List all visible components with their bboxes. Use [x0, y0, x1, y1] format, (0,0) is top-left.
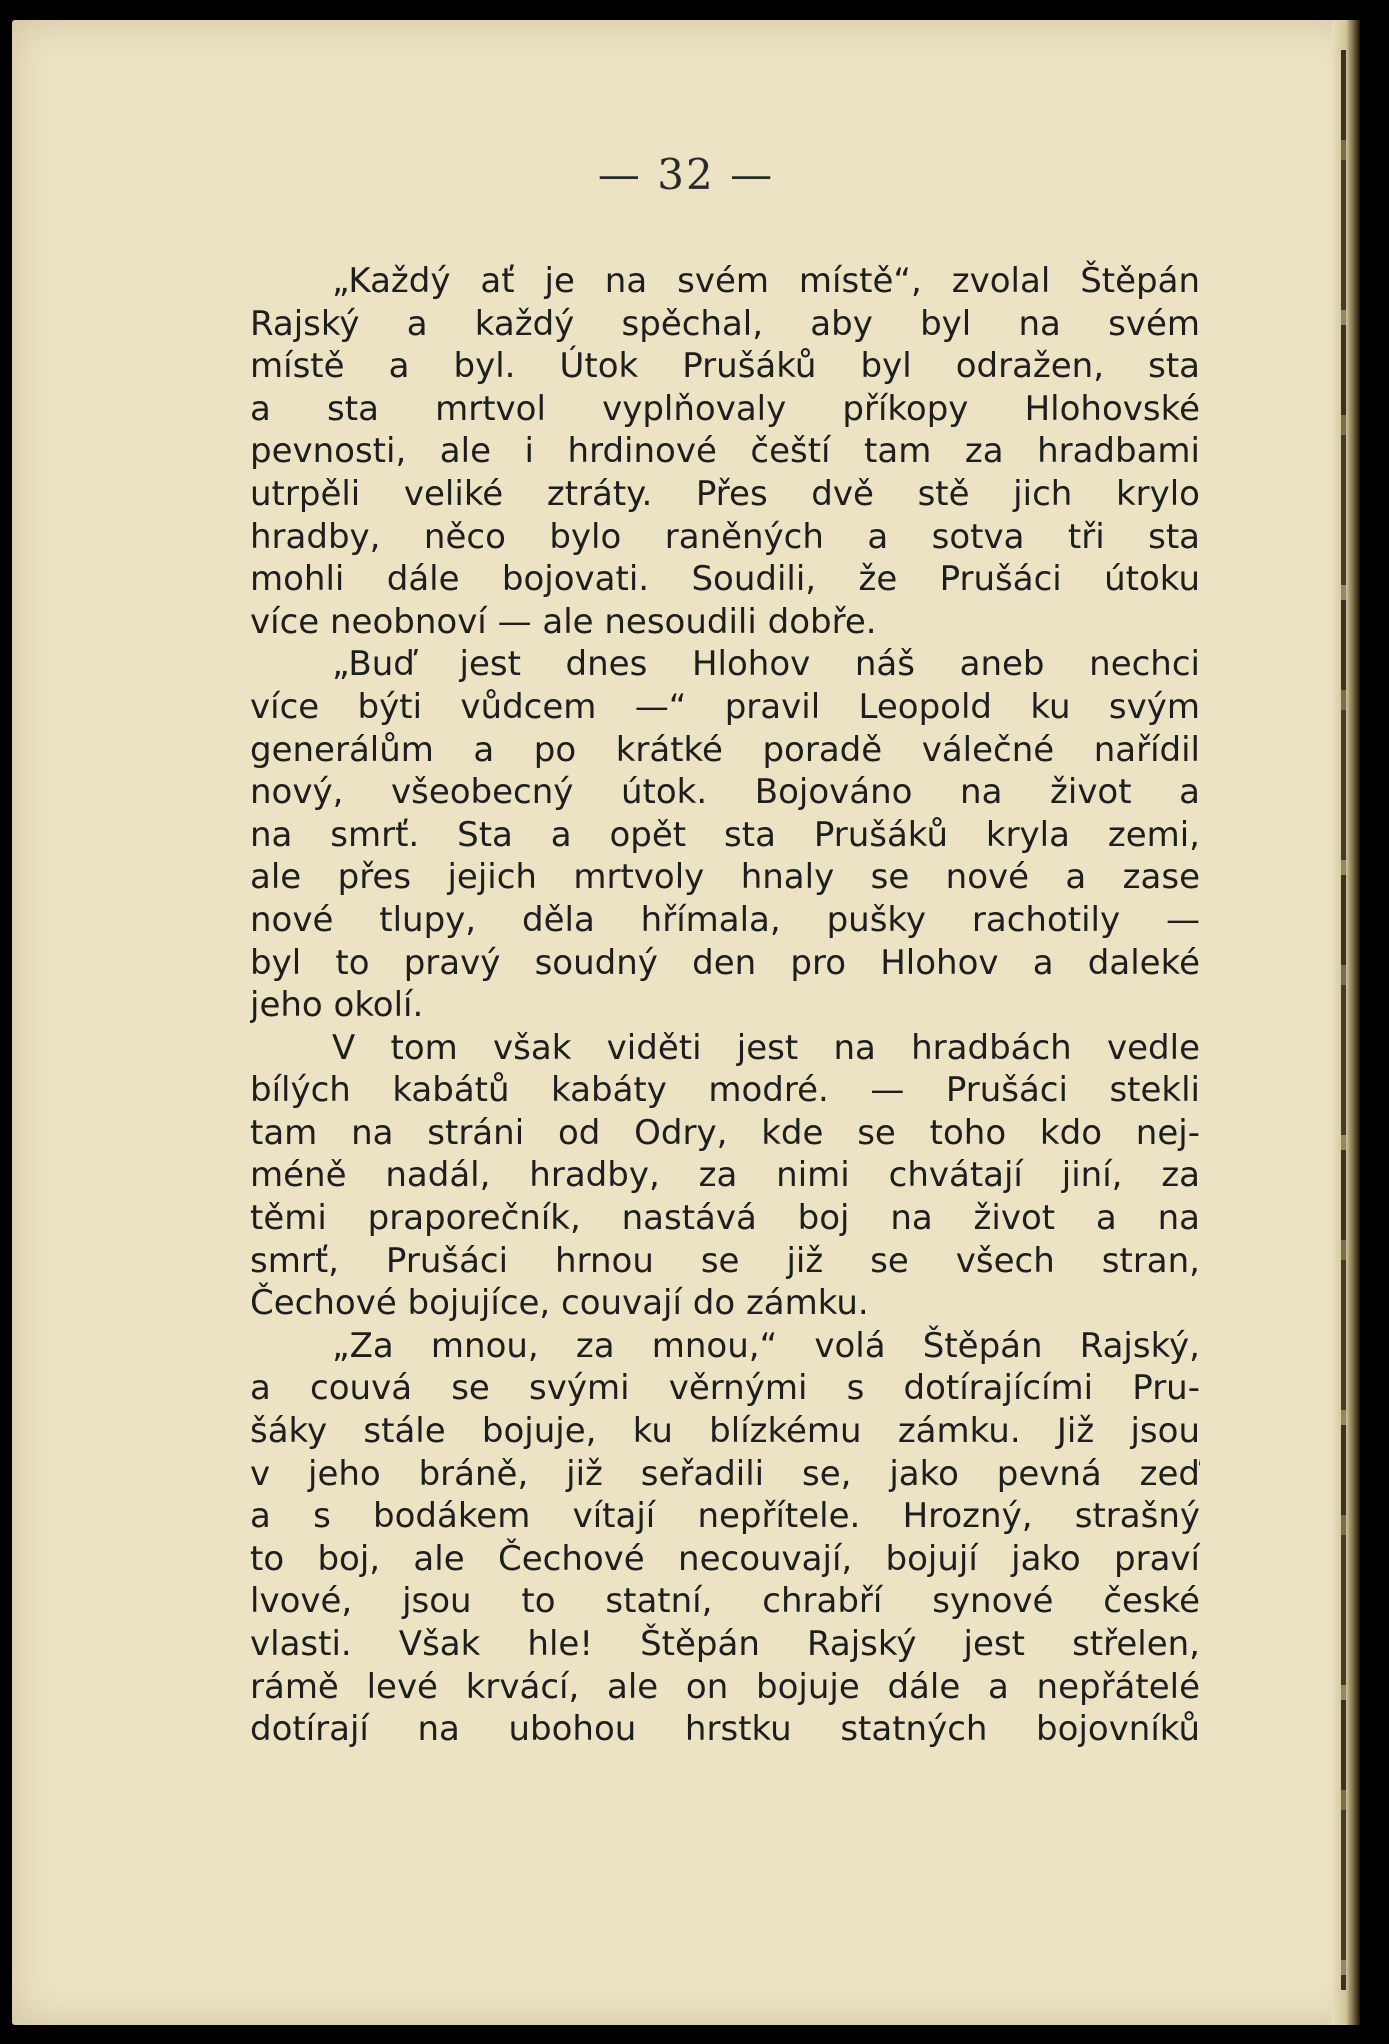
- text-line: místě a byl. Útok Prušáků byl odražen, sta: [250, 346, 1200, 387]
- text-line: utrpěli veliké ztráty. Přes dvě stě jich krylo: [250, 473, 1200, 514]
- text-line: dotírají na ubohou hrstku statných bojovníků: [250, 1709, 1200, 1750]
- text-line: mohli dále bojovati. Soudili, že Prušáci útoku: [250, 559, 1200, 600]
- text-line: to boj, ale Čechové necouvají, bojují jako praví: [250, 1538, 1200, 1579]
- text-line: generálům a po krátké poradě válečné nařídil: [250, 729, 1200, 770]
- text-line: bílých kabátů kabáty modré. — Prušáci stekli: [250, 1070, 1200, 1111]
- text-line: a sta mrtvol vyplňovaly příkopy Hlohovské: [250, 388, 1200, 429]
- text-line: a couvá se svými věrnými s dotírajícími Pru-: [250, 1368, 1200, 1409]
- text-line: Čechové bojujíce, couvají do zámku.: [250, 1283, 869, 1324]
- page-number: — 32 —: [597, 150, 775, 199]
- text-line: na smrť. Sta a opět sta Prušáků kryla zemi,: [250, 814, 1200, 855]
- text-line: nový, všeobecný útok. Bojováno na život a: [250, 772, 1200, 813]
- text-line: ale přes jejich mrtvoly hnaly se nové a zase: [250, 857, 1200, 898]
- text-line: „Každý ať je na svém místě“, zvolal Štěpán: [332, 261, 1200, 301]
- text-line: pevnosti, ale i hrdinové čeští tam za hradbami: [250, 431, 1200, 472]
- paper-sheet: [12, 20, 1360, 2025]
- text-line: lvové, jsou to statní, chrabří synové české: [250, 1581, 1200, 1622]
- text-line: smrť, Prušáci hrnou se již se všech stran,: [250, 1240, 1200, 1281]
- text-line: V tom však viděti jest na hradbách vedle: [332, 1027, 1200, 1068]
- text-line: rámě levé krvácí, ale on bojuje dále a nepřátelé: [250, 1666, 1200, 1707]
- text-line: šáky stále bojuje, ku blízkému zámku. Již jsou: [250, 1411, 1200, 1452]
- binding-shadow: [1341, 50, 1346, 1990]
- text-line: méně nadál, hradby, za nimi chvátají jiní, za: [250, 1155, 1200, 1196]
- text-line: více býti vůdcem —“ pravil Leopold ku svým: [250, 686, 1200, 727]
- text-line: vlasti. Však hle! Štěpán Rajský jest střelen,: [250, 1624, 1200, 1664]
- text-line: hradby, něco bylo raněných a sotva tři sta: [250, 516, 1200, 557]
- text-line: nové tlupy, děla hřímala, pušky rachotily —: [250, 899, 1200, 940]
- text-line: více neobnoví — ale nesoudili dobře.: [250, 601, 877, 642]
- text-line: Rajský a každý spěchal, aby byl na svém: [250, 303, 1200, 344]
- text-line: „Buď jest dnes Hlohov náš aneb nechci: [332, 644, 1200, 685]
- text-line: těmi praporečník, nastává boj na život a na: [250, 1198, 1200, 1239]
- text-line: v jeho bráně, již seřadili se, jako pevná zeď: [250, 1453, 1200, 1494]
- body-text: [250, 260, 1200, 1751]
- text-line: tam na stráni od Odry, kde se toho kdo nej-: [250, 1112, 1200, 1153]
- text-line: „Za mnou, za mnou,“ volá Štěpán Rajský,: [332, 1325, 1200, 1366]
- binding-edge: [1332, 20, 1360, 2025]
- text-line: a s bodákem vítají nepřítele. Hrozný, strašný: [250, 1496, 1200, 1537]
- text-line: byl to pravý soudný den pro Hlohov a daleké: [250, 942, 1200, 983]
- text-line: jeho okolí.: [250, 985, 424, 1026]
